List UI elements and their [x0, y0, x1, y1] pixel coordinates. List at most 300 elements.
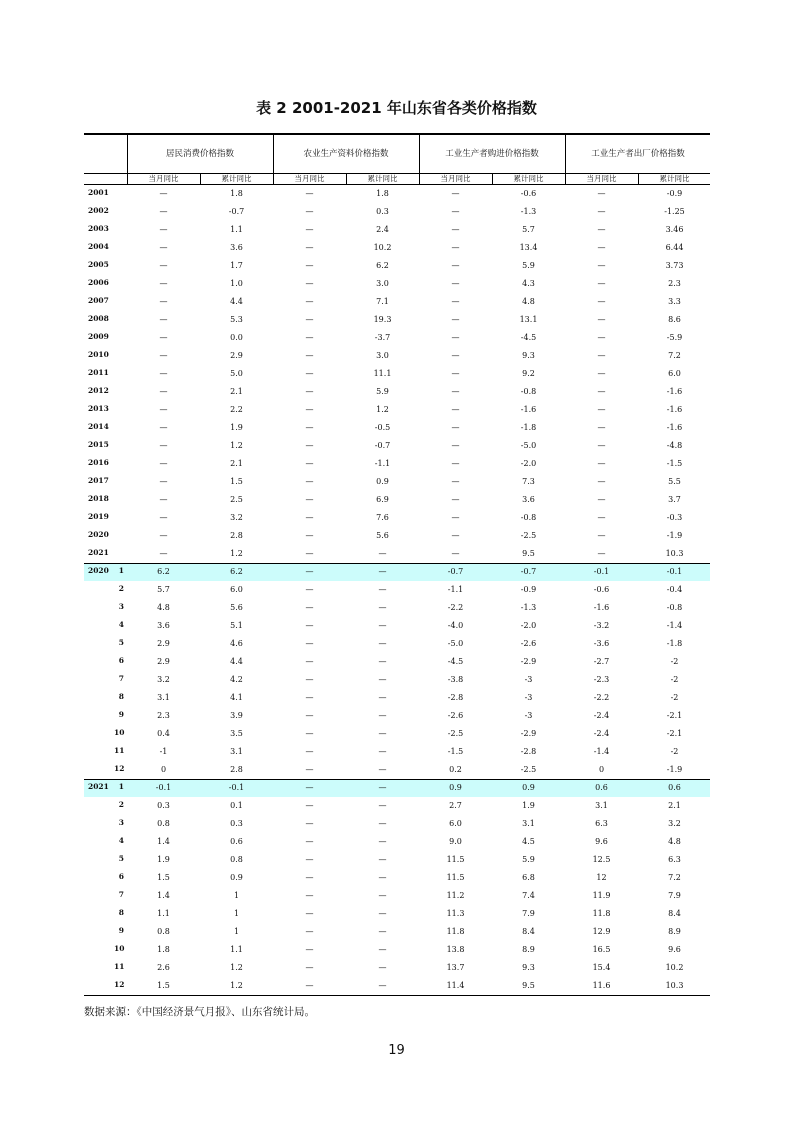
- table-cell: -1.8: [666, 639, 683, 648]
- row-year: 2020: [88, 530, 109, 539]
- row-year: 2010: [88, 350, 109, 359]
- table-row: [84, 617, 710, 635]
- table-cell: —: [159, 369, 168, 378]
- table-cell: —: [159, 279, 168, 288]
- table-cell: —: [305, 369, 314, 378]
- table-cell: —: [597, 261, 606, 270]
- table-cell: —: [597, 369, 606, 378]
- table-cell: —: [378, 963, 387, 972]
- table-row: [84, 257, 710, 275]
- table-cell: —: [597, 351, 606, 360]
- row-year: 2021: [88, 548, 109, 557]
- table-cell: —: [597, 225, 606, 234]
- table-cell: -1.6: [666, 387, 683, 396]
- table-row: [84, 401, 710, 419]
- table-cell: 3.1: [595, 801, 608, 810]
- row-month: 10: [114, 944, 125, 953]
- table-cell: -0.8: [666, 603, 683, 612]
- table-cell: 5.6: [230, 603, 243, 612]
- row-year: 2006: [88, 278, 109, 287]
- table-row: [84, 491, 710, 509]
- table-cell: —: [378, 621, 387, 630]
- subheader-cell: 当月同比: [440, 174, 471, 183]
- table-cell: —: [305, 945, 314, 954]
- table-row: [84, 797, 710, 815]
- table-cell: 10.3: [665, 981, 684, 990]
- table-cell: —: [305, 819, 314, 828]
- table-cell: 7.4: [522, 891, 535, 900]
- table-cell: 11.5: [446, 855, 465, 864]
- table-cell: —: [305, 333, 314, 342]
- table-cell: —: [378, 693, 387, 702]
- table-cell: 0.9: [522, 783, 535, 792]
- table-cell: -0.1: [228, 783, 245, 792]
- table-row: [84, 581, 710, 599]
- table-cell: 11.8: [446, 927, 465, 936]
- table-cell: —: [305, 585, 314, 594]
- table-row: [84, 653, 710, 671]
- table-row: [84, 311, 710, 329]
- table-cell: 1.2: [376, 405, 389, 414]
- table-cell: -0.6: [593, 585, 610, 594]
- table-cell: 1.2: [230, 549, 243, 558]
- table-cell: —: [159, 261, 168, 270]
- table-cell: 2.9: [230, 351, 243, 360]
- subheader-cell: 累计同比: [513, 174, 544, 183]
- table-cell: 7.6: [376, 513, 389, 522]
- table-cell: -5.9: [666, 333, 683, 342]
- table-cell: 0.3: [157, 801, 170, 810]
- table-cell: —: [451, 369, 460, 378]
- table-cell: 1.5: [157, 981, 170, 990]
- table-cell: —: [159, 243, 168, 252]
- table-cell: —: [305, 603, 314, 612]
- table-row: [84, 545, 710, 563]
- table-cell: —: [451, 405, 460, 414]
- table-cell: —: [378, 945, 387, 954]
- row-month: 2: [118, 584, 124, 593]
- table-cell: 2.1: [668, 801, 681, 810]
- table-cell: —: [305, 927, 314, 936]
- table-cell: —: [159, 513, 168, 522]
- table-cell: -2.6: [447, 711, 464, 720]
- table-cell: —: [305, 351, 314, 360]
- group-header: 工业生产者购进价格指数: [445, 149, 539, 159]
- table-cell: 0.3: [230, 819, 243, 828]
- table-cell: —: [378, 657, 387, 666]
- table-row: [84, 437, 710, 455]
- table-row: [84, 905, 710, 923]
- table-row: [84, 689, 710, 707]
- table-cell: 3.73: [665, 261, 684, 270]
- table-cell: 2.9: [157, 639, 170, 648]
- table-cell: 3.0: [376, 279, 389, 288]
- table-cell: 0.1: [230, 801, 243, 810]
- table-cell: 1.7: [230, 261, 243, 270]
- table-cell: —: [597, 459, 606, 468]
- table-cell: —: [378, 981, 387, 990]
- table-cell: 1.4: [157, 891, 170, 900]
- table-cell: -1.4: [666, 621, 683, 630]
- row-month: 7: [118, 674, 124, 683]
- row-month: 10: [114, 728, 125, 737]
- table-cell: 6.2: [157, 567, 170, 576]
- row-year: 2013: [88, 404, 109, 413]
- row-year: 2008: [88, 314, 109, 323]
- table-cell: 16.5: [592, 945, 611, 954]
- table-cell: 0.6: [595, 783, 608, 792]
- table-cell: —: [597, 315, 606, 324]
- table-cell: 1.1: [230, 225, 243, 234]
- table-cell: 11.4: [446, 981, 465, 990]
- table-cell: —: [159, 477, 168, 486]
- table-cell: 5.9: [522, 261, 535, 270]
- table-cell: 6.0: [449, 819, 462, 828]
- table-cell: —: [305, 891, 314, 900]
- table-cell: -3: [524, 693, 533, 702]
- table-cell: -3.2: [593, 621, 610, 630]
- table-cell: —: [378, 909, 387, 918]
- table-cell: —: [451, 351, 460, 360]
- table-cell: -2.0: [520, 459, 537, 468]
- group-header: 居民消费价格指数: [165, 149, 234, 159]
- table-row: [84, 509, 710, 527]
- row-year: 2021: [88, 782, 109, 791]
- group-header: 工业生产者出厂价格指数: [591, 149, 685, 159]
- table-cell: 2.2: [230, 405, 243, 414]
- subheader-cell: 当月同比: [148, 174, 179, 183]
- table-cell: -2.6: [520, 639, 537, 648]
- table-cell: -0.5: [374, 423, 391, 432]
- table-cell: 1.9: [230, 423, 243, 432]
- table-cell: -0.7: [228, 207, 245, 216]
- table-cell: 9.5: [522, 981, 535, 990]
- table-cell: —: [597, 423, 606, 432]
- table-header: [84, 133, 710, 185]
- section-rule: [84, 779, 710, 780]
- table-cell: 0.9: [230, 873, 243, 882]
- row-month: 8: [118, 908, 124, 917]
- table-cell: —: [305, 531, 314, 540]
- table-cell: —: [305, 441, 314, 450]
- table-cell: 3.0: [376, 351, 389, 360]
- table-cell: 1.5: [157, 873, 170, 882]
- table-cell: 11.8: [592, 909, 611, 918]
- table-row: [84, 941, 710, 959]
- table-cell: 9.0: [449, 837, 462, 846]
- table-cell: -1.3: [520, 603, 537, 612]
- table-cell: —: [597, 441, 606, 450]
- table-cell: -0.7: [520, 567, 537, 576]
- table-cell: —: [597, 477, 606, 486]
- subheader-divider: [200, 173, 201, 185]
- table-cell: 3.5: [230, 729, 243, 738]
- table-cell: —: [597, 549, 606, 558]
- table-cell: -4.8: [666, 441, 683, 450]
- table-cell: 4.4: [230, 657, 243, 666]
- subheader-divider: [638, 173, 639, 185]
- table-cell: 7.1: [376, 297, 389, 306]
- table-cell: 1: [233, 891, 240, 900]
- table-cell: -4.5: [520, 333, 537, 342]
- table-cell: —: [451, 333, 460, 342]
- page-number: 19: [388, 1043, 405, 1058]
- table-cell: —: [305, 459, 314, 468]
- table-cell: —: [305, 279, 314, 288]
- table-cell: -3.8: [447, 675, 464, 684]
- table-cell: 1.1: [230, 945, 243, 954]
- table-cell: 3.3: [668, 297, 681, 306]
- table-cell: 7.2: [668, 873, 681, 882]
- table-cell: -2.8: [520, 747, 537, 756]
- table-cell: —: [305, 855, 314, 864]
- table-cell: 3.1: [230, 747, 243, 756]
- table-cell: 11.3: [446, 909, 465, 918]
- table-cell: -2.0: [520, 621, 537, 630]
- table-cell: 10.2: [665, 963, 684, 972]
- table-cell: -0.7: [374, 441, 391, 450]
- row-month: 9: [118, 710, 124, 719]
- table-cell: 8.6: [668, 315, 681, 324]
- table-row: [84, 185, 710, 203]
- table-cell: —: [159, 405, 168, 414]
- row-month: 4: [118, 620, 124, 629]
- table-row: [84, 743, 710, 761]
- table-row: [84, 707, 710, 725]
- row-year: 2003: [88, 224, 109, 233]
- row-year: 2017: [88, 476, 109, 485]
- subheader-cell: 累计同比: [221, 174, 252, 183]
- table-cell: 9.3: [522, 351, 535, 360]
- table-cell: 11.1: [373, 369, 392, 378]
- table-cell: 5.5: [668, 477, 681, 486]
- table-cell: 0.0: [230, 333, 243, 342]
- row-month: 1: [118, 566, 124, 575]
- row-year: 2007: [88, 296, 109, 305]
- table-cell: 0: [598, 765, 605, 774]
- table-cell: -2: [670, 675, 679, 684]
- table-cell: 0.6: [230, 837, 243, 846]
- table-row: [84, 275, 710, 293]
- table-cell: —: [378, 603, 387, 612]
- table-cell: 6.9: [376, 495, 389, 504]
- table-cell: 1.5: [230, 477, 243, 486]
- data-source-note: 数据来源：《中国经济景气月报》、山东省统计局。: [84, 1006, 315, 1018]
- row-month: 1: [118, 782, 124, 791]
- table-row: [84, 203, 710, 221]
- row-month: 3: [118, 602, 124, 611]
- table-cell: 5.9: [522, 855, 535, 864]
- table-cell: 3.6: [230, 243, 243, 252]
- table-cell: 1.2: [230, 981, 243, 990]
- table-cell: 3.2: [230, 513, 243, 522]
- table-cell: 5.6: [376, 531, 389, 540]
- table-cell: —: [159, 333, 168, 342]
- row-year: 2012: [88, 386, 109, 395]
- table-cell: —: [378, 855, 387, 864]
- table-cell: —: [378, 711, 387, 720]
- table-row: [84, 563, 710, 581]
- table-cell: 11.9: [592, 891, 611, 900]
- table-cell: 3.2: [668, 819, 681, 828]
- table-cell: -5.0: [520, 441, 537, 450]
- table-cell: 0.8: [230, 855, 243, 864]
- table-cell: -1.6: [666, 423, 683, 432]
- row-month: 12: [114, 980, 125, 989]
- table-cell: -3.6: [593, 639, 610, 648]
- table-cell: 4.8: [522, 297, 535, 306]
- table-cell: —: [305, 207, 314, 216]
- table-cell: -2.5: [520, 765, 537, 774]
- table-cell: —: [597, 333, 606, 342]
- table-cell: —: [305, 387, 314, 396]
- table-cell: 5.3: [230, 315, 243, 324]
- row-year: 2020: [88, 566, 109, 575]
- table-cell: 15.4: [592, 963, 611, 972]
- table-cell: 5.7: [522, 225, 535, 234]
- table-cell: —: [305, 837, 314, 846]
- group-divider: [127, 133, 128, 185]
- table-cell: —: [378, 873, 387, 882]
- table-cell: —: [159, 351, 168, 360]
- table-cell: 8.9: [668, 927, 681, 936]
- table-cell: 0.2: [449, 765, 462, 774]
- table-cell: 1.9: [157, 855, 170, 864]
- row-year: 2018: [88, 494, 109, 503]
- table-cell: 1.8: [230, 189, 243, 198]
- table-cell: —: [451, 387, 460, 396]
- table-cell: 3.6: [157, 621, 170, 630]
- table-cell: 2.4: [376, 225, 389, 234]
- table-cell: —: [451, 459, 460, 468]
- table-cell: -2: [670, 747, 679, 756]
- table-row: [84, 527, 710, 545]
- table-row: [84, 383, 710, 401]
- table-cell: -2.8: [447, 693, 464, 702]
- table-cell: —: [305, 243, 314, 252]
- table-cell: 9.5: [522, 549, 535, 558]
- table-bottom-rule: [84, 995, 710, 996]
- table-cell: —: [378, 837, 387, 846]
- table-cell: —: [378, 585, 387, 594]
- table-cell: —: [597, 189, 606, 198]
- table-cell: 0.9: [376, 477, 389, 486]
- table-cell: 6.0: [230, 585, 243, 594]
- table-cell: 2.3: [157, 711, 170, 720]
- table-row: [84, 761, 710, 779]
- table-cell: —: [305, 477, 314, 486]
- table-cell: 2.9: [157, 657, 170, 666]
- row-year: 2009: [88, 332, 109, 341]
- table-cell: 4.2: [230, 675, 243, 684]
- table-cell: —: [305, 657, 314, 666]
- table-cell: -1.9: [666, 531, 683, 540]
- table-cell: 10.2: [373, 243, 392, 252]
- table-cell: —: [451, 441, 460, 450]
- table-cell: —: [305, 297, 314, 306]
- table-row: [84, 977, 710, 995]
- table-cell: —: [451, 207, 460, 216]
- table-row: [84, 851, 710, 869]
- table-cell: —: [159, 297, 168, 306]
- table-cell: —: [305, 495, 314, 504]
- table-cell: -4.5: [447, 657, 464, 666]
- table-cell: 1.8: [376, 189, 389, 198]
- row-month: 4: [118, 836, 124, 845]
- table-cell: —: [305, 729, 314, 738]
- table-cell: —: [305, 693, 314, 702]
- table-cell: 2.1: [230, 387, 243, 396]
- table-row: [84, 671, 710, 689]
- table-cell: —: [378, 801, 387, 810]
- row-month: 2: [118, 800, 124, 809]
- table-row: [84, 923, 710, 941]
- table-cell: —: [378, 639, 387, 648]
- table-cell: —: [305, 423, 314, 432]
- table-cell: 5.7: [157, 585, 170, 594]
- table-cell: 4.3: [522, 279, 535, 288]
- table-cell: —: [305, 909, 314, 918]
- table-cell: —: [597, 495, 606, 504]
- table-cell: 6.0: [668, 369, 681, 378]
- table-cell: 13.4: [519, 243, 538, 252]
- table-cell: 1.0: [230, 279, 243, 288]
- table-cell: —: [378, 549, 387, 558]
- table-cell: 9.6: [595, 837, 608, 846]
- table-cell: —: [597, 297, 606, 306]
- section-rule: [84, 563, 710, 564]
- table-cell: —: [305, 405, 314, 414]
- table-cell: 1.4: [157, 837, 170, 846]
- table-cell: 4.8: [157, 603, 170, 612]
- table-cell: -0.8: [520, 513, 537, 522]
- table-cell: —: [305, 981, 314, 990]
- table-cell: 3.9: [230, 711, 243, 720]
- table-row: [84, 365, 710, 383]
- table-cell: —: [451, 279, 460, 288]
- table-cell: 12.5: [592, 855, 611, 864]
- table-cell: 4.1: [230, 693, 243, 702]
- subheader-cell: 当月同比: [294, 174, 325, 183]
- table-cell: —: [597, 279, 606, 288]
- table-cell: 7.3: [522, 477, 535, 486]
- table-row: [84, 293, 710, 311]
- table-cell: —: [378, 819, 387, 828]
- table-row: [84, 725, 710, 743]
- table-cell: -3.7: [374, 333, 391, 342]
- table-cell: 0.9: [449, 783, 462, 792]
- table-row: [84, 239, 710, 257]
- table-row: [84, 455, 710, 473]
- table-cell: -2.4: [593, 711, 610, 720]
- table-row: [84, 887, 710, 905]
- row-month: 9: [118, 926, 124, 935]
- table-cell: —: [305, 315, 314, 324]
- table-cell: -2.7: [593, 657, 610, 666]
- table-cell: —: [305, 747, 314, 756]
- subheader-divider: [346, 173, 347, 185]
- table-cell: -2.5: [520, 531, 537, 540]
- table-cell: -1.6: [666, 405, 683, 414]
- table-cell: 6.2: [230, 567, 243, 576]
- table-cell: -0.3: [666, 513, 683, 522]
- row-year: 2001: [88, 188, 109, 197]
- table-cell: —: [378, 765, 387, 774]
- table-cell: -2.3: [593, 675, 610, 684]
- table-cell: —: [378, 927, 387, 936]
- row-month: 11: [114, 962, 125, 971]
- row-year: 2016: [88, 458, 109, 467]
